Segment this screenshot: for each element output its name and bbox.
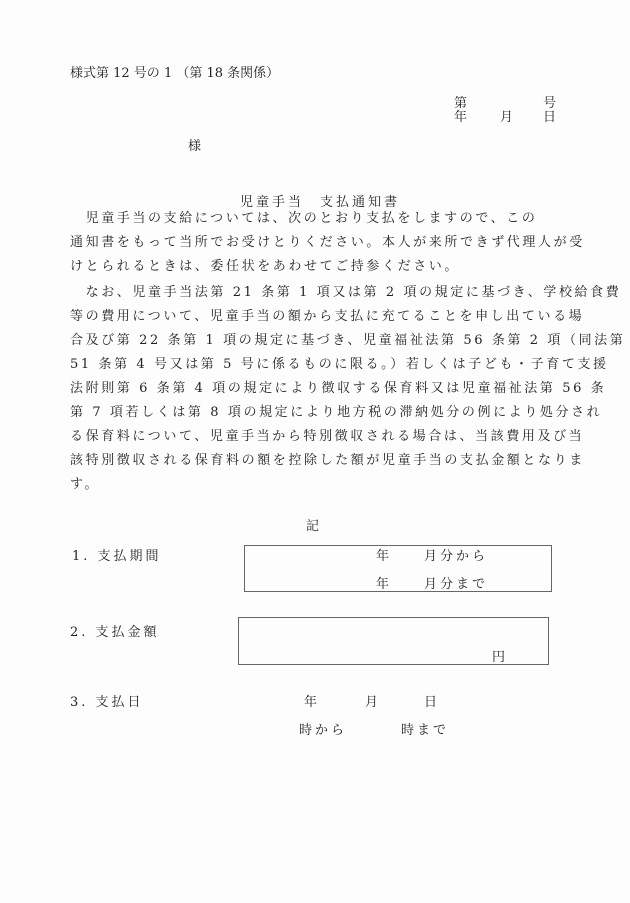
paragraph-line: 合及び第 22 条第 1 項の規定に基づき、児童福祉法第 56 条第 2 項（同法第 (70, 333, 626, 348)
payment-time-from: 時から (299, 723, 348, 738)
payment-date-year: 年 (304, 695, 318, 710)
paragraph-line: けとられるときは、委任状をあわせてご持参ください。 (70, 259, 461, 274)
payment-amount-box (238, 617, 549, 665)
paragraph-line: 該特別徴収される保育料の額を控除した額が児童手当の支払金額となりま (70, 453, 585, 468)
period-from-month: 月分から (424, 549, 489, 564)
paragraph-line: 51 条第 4 号又は第 5 号に係るものに限る。）若しくは子ども・子育て支援 (70, 357, 609, 372)
payment-period-label: 1. 支払期間 (72, 549, 162, 564)
issue-date-year: 年 (454, 110, 468, 125)
document-number-dai: 第 (454, 96, 468, 111)
payment-date-day: 日 (424, 695, 438, 710)
paragraph-line: 児童手当の支給については、次のとおり支払をしますので、この (70, 211, 538, 226)
ki-heading: 記 (306, 519, 320, 534)
paragraph-line: 法附則第 6 条第 4 項の規定により徴収する保育料又は児童福祉法第 56 条 (70, 381, 607, 396)
payment-date-month: 月 (365, 695, 379, 710)
payment-date-label: 3. 支払日 (70, 695, 144, 710)
paragraph-line: 等の費用について、児童手当の額から支払に充てることを申し出ている場 (70, 309, 585, 324)
paragraph-line: す。 (70, 477, 101, 492)
payment-period-box (244, 545, 552, 592)
paragraph-line: る保育料について、児童手当から特別徴収される場合は、当該費用及び当 (70, 429, 585, 444)
issue-date-day: 日 (543, 110, 557, 125)
notice-paragraph-1 (70, 207, 585, 279)
amount-unit-yen: 円 (492, 650, 506, 665)
period-to-year: 年 (376, 577, 390, 592)
paragraph-line: 第 7 項若しくは第 8 項の規定により地方税の滞納処分の例により処分され (70, 405, 603, 420)
issue-date-month: 月 (500, 110, 514, 125)
document-number-go: 号 (543, 96, 557, 111)
form-number-label: 様式第 12 号の 1 （第 18 条関係） (70, 66, 280, 81)
paragraph-line: なお、児童手当法第 21 条第 1 項又は第 2 項の規定に基づき、学校給食費 (70, 285, 622, 300)
document-title: 児童手当 支払通知書 (240, 195, 401, 210)
period-to-month: 月分まで (424, 577, 489, 592)
paragraph-line: 通知書をもって当所でお受けとりください。本人が来所できず代理人が受 (70, 235, 585, 250)
period-from-year: 年 (376, 549, 390, 564)
payment-amount-label: 2. 支払金額 (70, 625, 160, 640)
addressee-suffix: 様 (188, 139, 202, 154)
payment-time-to: 時まで (401, 723, 450, 738)
notice-paragraph-2 (70, 281, 626, 497)
